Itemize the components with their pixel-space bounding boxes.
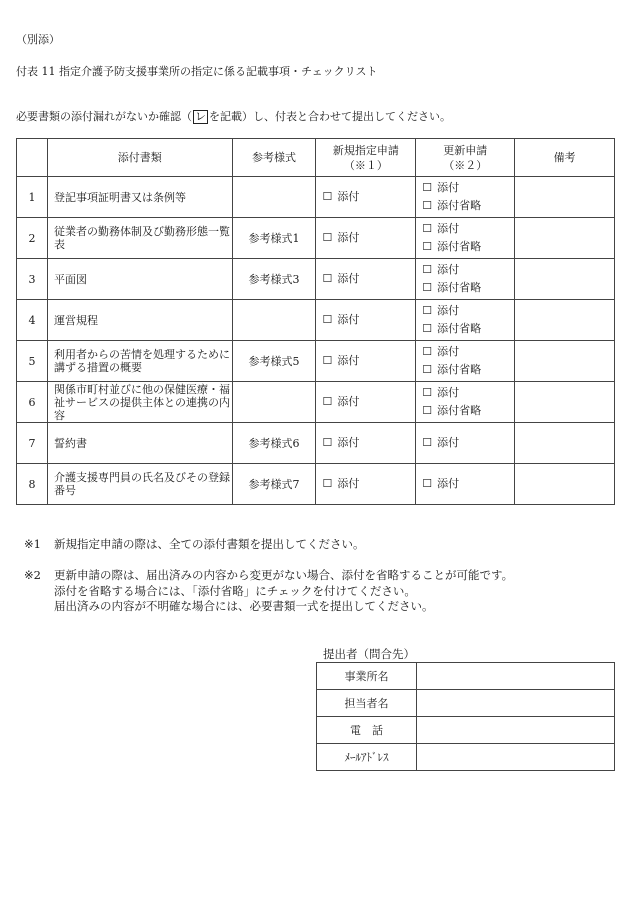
header-renew-line1: 更新申請 bbox=[443, 143, 488, 157]
renew-attach-checkbox[interactable] bbox=[422, 179, 514, 197]
row-number: 5 bbox=[17, 341, 48, 382]
row-new-application bbox=[316, 423, 416, 464]
note1-mark: ※1 bbox=[24, 537, 41, 551]
header-new-line2: （※１） bbox=[343, 158, 388, 172]
renew-omit-checkbox-label: 添付省略 bbox=[437, 404, 482, 417]
new-attach-checkbox[interactable] bbox=[322, 393, 415, 411]
row-renewal-application bbox=[416, 423, 515, 464]
renew-attach-checkbox-label: 添付 bbox=[437, 263, 460, 276]
row-reference bbox=[232, 177, 316, 218]
renew-omit-checkbox-label: 添付省略 bbox=[437, 281, 482, 294]
row-number: 6 bbox=[17, 382, 48, 423]
checkbox-icon[interactable]: ☐ bbox=[422, 404, 433, 417]
table-row bbox=[17, 382, 615, 423]
row-remarks[interactable] bbox=[515, 341, 615, 382]
checkbox-icon[interactable]: ☐ bbox=[422, 199, 433, 212]
instruction-after: を記載）し、付表と合わせて提出してください。 bbox=[209, 110, 451, 123]
header-renew-line2: （※２） bbox=[443, 158, 488, 172]
new-attach-checkbox[interactable] bbox=[322, 475, 415, 493]
row-reference: 参考様式1 bbox=[232, 218, 316, 259]
new-attach-checkbox[interactable] bbox=[322, 434, 415, 452]
row-renewal-application bbox=[416, 218, 515, 259]
row-renewal-application bbox=[416, 341, 515, 382]
row-document: 関係市町村並びに他の保健医療・福祉サービスの提供主体との連携の内容 bbox=[47, 382, 232, 423]
renew-omit-checkbox[interactable] bbox=[422, 320, 514, 338]
note2-line2: 添付を省略する場合には、「添付省略」にチェックを付けてください。 bbox=[54, 583, 416, 598]
row-document: 運営規程 bbox=[47, 300, 232, 341]
row-renewal-application bbox=[416, 300, 515, 341]
submitter-field-label: 担当者名 bbox=[317, 690, 417, 717]
table-header-row bbox=[17, 139, 615, 177]
row-number: 1 bbox=[17, 177, 48, 218]
row-document: 平面図 bbox=[47, 259, 232, 300]
checkbox-icon[interactable]: ☐ bbox=[322, 313, 333, 326]
row-document: 従業者の勤務体制及び勤務形態一覧表 bbox=[47, 218, 232, 259]
row-remarks[interactable] bbox=[515, 300, 615, 341]
submitter-table bbox=[316, 662, 615, 771]
checkbox-icon[interactable]: ☐ bbox=[422, 322, 433, 335]
header-reference: 参考様式 bbox=[232, 139, 316, 177]
row-renewal-application bbox=[416, 464, 515, 505]
checkbox-icon[interactable]: ☐ bbox=[322, 477, 333, 490]
submitter-row bbox=[317, 663, 615, 690]
note-1 bbox=[24, 537, 365, 553]
renew-attach-checkbox-label: 添付 bbox=[437, 386, 460, 399]
checkbox-icon[interactable]: ☐ bbox=[422, 222, 433, 235]
row-renewal-application bbox=[416, 382, 515, 423]
renew-omit-checkbox[interactable] bbox=[422, 197, 514, 215]
checkbox-icon[interactable]: ☐ bbox=[422, 363, 433, 376]
renew-attach-checkbox-label: 添付 bbox=[437, 304, 460, 317]
renew-omit-checkbox[interactable] bbox=[422, 279, 514, 297]
checkbox-icon[interactable]: ☐ bbox=[422, 304, 433, 317]
row-reference: 参考様式3 bbox=[232, 259, 316, 300]
checkbox-icon[interactable]: ☐ bbox=[422, 477, 433, 490]
table-row bbox=[17, 341, 615, 382]
submitter-row bbox=[317, 690, 615, 717]
new-attach-checkbox-label: 添付 bbox=[337, 354, 360, 367]
annex-label: （別添） bbox=[16, 33, 60, 46]
checkbox-icon[interactable]: ☐ bbox=[322, 436, 333, 449]
checkbox-icon[interactable]: ☐ bbox=[422, 345, 433, 358]
renew-attach-checkbox[interactable] bbox=[422, 343, 514, 361]
new-attach-checkbox-label: 添付 bbox=[337, 190, 360, 203]
renew-attach-checkbox-label: 添付 bbox=[437, 436, 460, 449]
row-renewal-application bbox=[416, 259, 515, 300]
row-new-application bbox=[316, 259, 416, 300]
checkbox-icon[interactable]: ☐ bbox=[322, 231, 333, 244]
renew-omit-checkbox-label: 添付省略 bbox=[437, 240, 482, 253]
new-attach-checkbox-label: 添付 bbox=[337, 436, 360, 449]
renew-omit-checkbox-label: 添付省略 bbox=[437, 322, 482, 335]
new-attach-checkbox[interactable] bbox=[322, 229, 415, 247]
table-row bbox=[17, 259, 615, 300]
checkbox-icon[interactable]: ☐ bbox=[422, 386, 433, 399]
checkbox-icon[interactable]: ☐ bbox=[322, 354, 333, 367]
new-attach-checkbox-label: 添付 bbox=[337, 231, 360, 244]
new-attach-checkbox-label: 添付 bbox=[337, 272, 360, 285]
row-remarks[interactable] bbox=[515, 259, 615, 300]
row-document: 登記事項証明書又は条例等 bbox=[47, 177, 232, 218]
row-reference: 参考様式5 bbox=[232, 341, 316, 382]
submitter-field-value[interactable] bbox=[417, 690, 615, 717]
header-new-application bbox=[316, 139, 416, 177]
header-new-line1: 新規指定申請 bbox=[332, 143, 399, 157]
row-reference: 参考様式7 bbox=[232, 464, 316, 505]
renew-attach-checkbox-label: 添付 bbox=[437, 222, 460, 235]
submitter-field-value[interactable] bbox=[417, 717, 615, 744]
table-row bbox=[17, 300, 615, 341]
renew-attach-checkbox[interactable] bbox=[422, 475, 514, 493]
row-remarks[interactable] bbox=[515, 382, 615, 423]
row-new-application bbox=[316, 341, 416, 382]
checkbox-icon[interactable]: ☐ bbox=[422, 436, 433, 449]
renew-attach-checkbox[interactable] bbox=[422, 220, 514, 238]
new-attach-checkbox-label: 添付 bbox=[337, 477, 360, 490]
renew-attach-checkbox[interactable] bbox=[422, 384, 514, 402]
renew-omit-checkbox-label: 添付省略 bbox=[437, 199, 482, 212]
submitter-field-value[interactable] bbox=[417, 744, 615, 771]
row-new-application bbox=[316, 382, 416, 423]
new-attach-checkbox-label: 添付 bbox=[337, 313, 360, 326]
row-number: 4 bbox=[17, 300, 48, 341]
new-attach-checkbox[interactable] bbox=[322, 352, 415, 370]
table-row bbox=[17, 423, 615, 464]
row-remarks[interactable] bbox=[515, 218, 615, 259]
new-attach-checkbox[interactable] bbox=[322, 311, 415, 329]
row-reference bbox=[232, 382, 316, 423]
row-document: 介護支援専門員の氏名及びその登録番号 bbox=[47, 464, 232, 505]
submitter-field-label: ﾒｰﾙｱﾄﾞﾚｽ bbox=[317, 744, 417, 771]
renew-attach-checkbox[interactable] bbox=[422, 302, 514, 320]
row-number: 2 bbox=[17, 218, 48, 259]
header-renewal-application bbox=[416, 139, 515, 177]
row-reference bbox=[232, 300, 316, 341]
submitter-field-label: 電 話 bbox=[317, 717, 417, 744]
checkbox-icon[interactable]: ☐ bbox=[422, 181, 433, 194]
renew-omit-checkbox-label: 添付省略 bbox=[437, 363, 482, 376]
row-remarks[interactable] bbox=[515, 423, 615, 464]
new-attach-checkbox[interactable] bbox=[322, 188, 415, 206]
note2-line3: 届出済みの内容が不明確な場合には、必要書類一式を提出してください。 bbox=[54, 599, 434, 613]
row-number: 7 bbox=[17, 423, 48, 464]
checkbox-icon[interactable]: ☐ bbox=[422, 240, 433, 253]
renew-attach-checkbox[interactable] bbox=[422, 434, 514, 452]
renew-omit-checkbox[interactable] bbox=[422, 238, 514, 256]
checkbox-icon[interactable]: ☐ bbox=[422, 263, 433, 276]
submitter-label: 提出者（問合先） bbox=[323, 647, 415, 661]
instruction-before: 必要書類の添付漏れがないか確認（ bbox=[16, 110, 192, 123]
row-new-application bbox=[316, 177, 416, 218]
row-document: 利用者からの苦情を処理するために講ずる措置の概要 bbox=[47, 341, 232, 382]
new-attach-checkbox-label: 添付 bbox=[337, 395, 360, 408]
note2-line1: 更新申請の際は、届出済みの内容から変更がない場合、添付を省略することが可能です。 bbox=[54, 568, 514, 582]
row-remarks[interactable] bbox=[515, 464, 615, 505]
renew-omit-checkbox[interactable] bbox=[422, 361, 514, 379]
table-row bbox=[17, 464, 615, 505]
header-document: 添付書類 bbox=[47, 139, 232, 177]
renew-attach-checkbox-label: 添付 bbox=[437, 345, 460, 358]
row-remarks[interactable] bbox=[515, 177, 615, 218]
checkbox-icon[interactable]: ☐ bbox=[322, 190, 333, 203]
header-remarks: 備考 bbox=[515, 139, 615, 177]
row-new-application bbox=[316, 218, 416, 259]
instruction-text bbox=[16, 108, 451, 124]
check-mark-sample: レ bbox=[195, 110, 206, 123]
submitter-row bbox=[317, 717, 615, 744]
checkbox-icon[interactable]: ☐ bbox=[422, 281, 433, 294]
new-attach-checkbox[interactable] bbox=[322, 270, 415, 288]
row-document: 誓約書 bbox=[47, 423, 232, 464]
row-new-application bbox=[316, 464, 416, 505]
table-row bbox=[17, 177, 615, 218]
submitter-field-value[interactable] bbox=[417, 663, 615, 690]
row-renewal-application bbox=[416, 177, 515, 218]
checklist-table bbox=[16, 138, 615, 505]
row-reference: 参考様式6 bbox=[232, 423, 316, 464]
page-title: 付表 11 指定介護予防支援事業所の指定に係る記載事項・チェックリスト bbox=[16, 65, 378, 78]
note-2 bbox=[24, 568, 513, 615]
submitter-field-label: 事業所名 bbox=[317, 663, 417, 690]
note2-mark: ※2 bbox=[24, 568, 41, 582]
checkbox-icon[interactable]: ☐ bbox=[322, 395, 333, 408]
renew-attach-checkbox[interactable] bbox=[422, 261, 514, 279]
checkbox-icon[interactable]: ☐ bbox=[322, 272, 333, 285]
renew-attach-checkbox-label: 添付 bbox=[437, 477, 460, 490]
row-new-application bbox=[316, 300, 416, 341]
row-number: 8 bbox=[17, 464, 48, 505]
note1-text: 新規指定申請の際は、全ての添付書類を提出してください。 bbox=[54, 537, 365, 551]
table-row bbox=[17, 218, 615, 259]
header-no bbox=[17, 139, 48, 177]
renew-omit-checkbox[interactable] bbox=[422, 402, 514, 420]
submitter-row bbox=[317, 744, 615, 771]
renew-attach-checkbox-label: 添付 bbox=[437, 181, 460, 194]
row-number: 3 bbox=[17, 259, 48, 300]
